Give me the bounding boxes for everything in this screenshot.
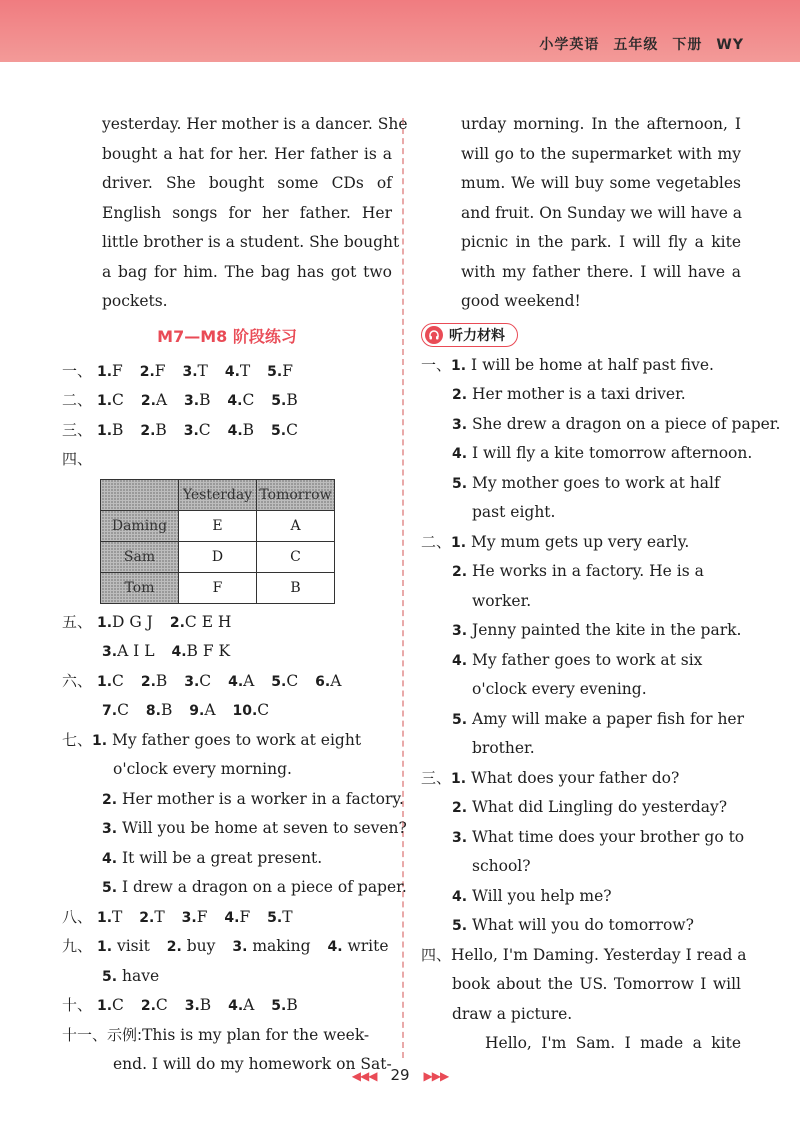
item-num: 1.	[96, 363, 113, 380]
answer: C	[155, 996, 168, 1014]
sentence: What did Lingling do yesterday?	[472, 798, 728, 816]
answer: B	[242, 420, 255, 439]
answer: T	[282, 907, 293, 926]
answer-row-5a	[62, 608, 392, 638]
table-row	[101, 572, 335, 603]
question-number: 七、	[62, 730, 93, 749]
listening-row	[421, 557, 741, 587]
listening-continuation: worker.	[472, 591, 532, 610]
item-num: 4.	[102, 850, 118, 867]
item-num: 5.	[271, 673, 287, 690]
table-cell: F	[179, 572, 257, 603]
answer: B	[112, 420, 124, 439]
answer-row-6a	[62, 667, 392, 697]
answer-sentence-row	[62, 814, 407, 844]
text-line: urday morning. In the afternoon, I	[461, 115, 741, 133]
item-num: 3.	[452, 416, 468, 433]
sentence: She drew a dragon on a piece of paper.	[472, 414, 781, 433]
question-number: 一、	[421, 355, 452, 374]
listening-continuation: Hello, I'm Sam. I made a kite	[485, 1034, 741, 1052]
answer: A	[330, 671, 342, 690]
headphone-icon	[425, 326, 443, 344]
listening-row	[421, 882, 741, 912]
listening-continuation: o'clock every evening.	[472, 680, 647, 698]
answer: C	[257, 701, 270, 719]
sentence: Amy will make a paper fish for her	[472, 709, 745, 728]
item-num: 4.	[227, 393, 243, 409]
item-num: 3.	[232, 939, 248, 955]
item-num: 1.	[96, 393, 113, 409]
item-num: 4.	[171, 644, 187, 660]
answer: C	[199, 671, 212, 690]
question-number: 九、	[62, 937, 93, 955]
question-number: 一、	[62, 361, 93, 380]
answer: C	[112, 996, 124, 1014]
item-num: 1.	[96, 614, 113, 631]
sentence: He works in a factory. He is a	[472, 562, 704, 580]
right-arrows-icon: ▶▶▶	[423, 1069, 449, 1083]
answer: B	[199, 391, 211, 409]
answer-sentence: My father goes to work at eight	[112, 730, 362, 749]
grade-label: 五年级	[613, 37, 659, 53]
listening-row	[421, 823, 745, 853]
answer: C	[286, 420, 298, 439]
page-number: 29	[390, 1066, 410, 1084]
item-num: 2.	[140, 673, 156, 690]
answer-sentence: This is my plan for the week-	[142, 1025, 370, 1044]
item-num: 5.	[452, 918, 468, 934]
listening-row	[421, 410, 781, 440]
table-cell: E	[179, 510, 257, 541]
text-line: bought a hat for her. Her father is a	[102, 144, 392, 163]
row-label: Daming	[101, 510, 179, 541]
sentence: Her mother is a taxi driver.	[472, 385, 686, 403]
answer: buy	[186, 937, 216, 955]
item-num: 1.	[451, 357, 467, 374]
table-header: Yesterday	[179, 479, 257, 510]
text-line: pockets.	[102, 292, 168, 310]
question-number: 五、	[62, 612, 93, 631]
text-line: mum. We will buy some vegetables	[461, 174, 741, 192]
answer-row-7	[62, 726, 392, 756]
table-row	[101, 510, 335, 541]
item-num: 5.	[271, 998, 287, 1014]
answer-row-2	[62, 386, 392, 416]
question-number: 二、	[421, 532, 452, 551]
item-num: 3.	[183, 422, 199, 439]
answer-row-6b	[62, 696, 392, 726]
listening-row	[421, 941, 747, 971]
edition-label: WY	[716, 37, 744, 53]
page-footer	[0, 1066, 800, 1084]
sentence: Will you help me?	[472, 886, 612, 905]
answer: A	[204, 701, 216, 719]
table-cell: B	[257, 572, 335, 603]
column-divider	[402, 118, 404, 1058]
item-num: 2.	[452, 800, 468, 816]
answer: C	[117, 701, 129, 719]
text-line: little brother is a student. She bought	[102, 233, 400, 251]
item-num: 5.	[102, 880, 118, 896]
answer-sentence-row	[62, 844, 392, 874]
listening-row	[421, 439, 753, 469]
answer-row-5b	[62, 637, 392, 667]
listening-row	[421, 528, 741, 558]
item-num: 1.	[96, 422, 113, 439]
item-num: 2.	[102, 791, 118, 808]
question-number: 八、	[62, 907, 93, 926]
item-num: 2.	[169, 614, 185, 631]
question-number: 十一、	[62, 1025, 108, 1044]
answer-row-9b	[62, 962, 392, 992]
listening-row	[421, 380, 741, 410]
listening-row	[421, 469, 741, 499]
item-num: 3.	[452, 829, 468, 846]
row-label: Tom	[101, 572, 179, 603]
answer: B	[286, 391, 298, 409]
question-number: 十、	[62, 996, 93, 1014]
text-line: will go to the supermarket with my	[461, 144, 741, 163]
text-line: yesterday. Her mother is a dancer. She	[102, 115, 408, 133]
intro-paragraph	[62, 110, 408, 317]
table-cell: A	[257, 510, 335, 541]
answer: C	[112, 391, 124, 409]
answer: D G J	[112, 612, 153, 631]
item-num: 4.	[227, 422, 243, 439]
text-line: driver. She bought some CDs of	[102, 174, 392, 192]
item-num: 2.	[139, 363, 155, 380]
item-num: 2.	[452, 387, 468, 403]
table-cell: D	[179, 541, 257, 572]
header-band	[0, 0, 800, 62]
answer: F	[154, 361, 166, 380]
listening-row	[421, 764, 741, 794]
sentence: Jenny painted the kite in the park.	[472, 621, 742, 639]
table-header-row	[101, 479, 335, 510]
answer: A	[243, 996, 255, 1014]
answer: T	[154, 907, 165, 926]
listening-row	[421, 351, 741, 381]
book-info	[525, 34, 744, 54]
item-num: 4.	[327, 939, 343, 955]
answer: B F K	[186, 642, 231, 660]
text-line: picnic in the park. I will fly a kite	[461, 233, 741, 251]
item-num: 4.	[452, 652, 468, 669]
item-num: 3.	[102, 821, 118, 837]
answer: B	[286, 996, 298, 1014]
item-num: 2.	[140, 422, 156, 439]
item-num: 3.	[102, 644, 118, 660]
item-num: 4.	[228, 673, 244, 690]
listening-continuation: school?	[472, 857, 531, 875]
item-num: 1.	[96, 939, 113, 955]
item-num: 1.	[92, 732, 108, 749]
item-num: 4.	[224, 909, 240, 926]
left-arrows-icon: ◀◀◀	[351, 1069, 377, 1083]
item-num: 4.	[452, 446, 468, 462]
item-num: 2.	[140, 998, 156, 1014]
listening-continuation: past eight.	[472, 503, 556, 521]
item-num: 5.	[452, 475, 468, 492]
item-num: 4.	[228, 998, 244, 1014]
listening-continuation: book about the US. Tomorrow I will	[452, 975, 741, 993]
item-num: 5.	[267, 363, 283, 380]
item-num: 3.	[184, 998, 200, 1014]
example-label: 示例:	[107, 1025, 143, 1044]
item-num: 8.	[145, 703, 161, 719]
answer-continuation: o'clock every morning.	[113, 760, 292, 778]
listening-material-badge	[421, 323, 518, 347]
text-line: and fruit. On Sunday we will have a	[461, 203, 743, 222]
question-4-label	[62, 445, 392, 475]
sentence: I will fly a kite tomorrow afternoon.	[472, 444, 753, 462]
answer: A I L	[117, 642, 155, 660]
question-number: 二、	[62, 391, 93, 409]
answer: T	[197, 361, 208, 380]
item-num: 2.	[140, 393, 156, 409]
table-row	[101, 541, 335, 572]
answer: have	[122, 966, 160, 985]
sentence: I will be home at half past five.	[471, 355, 714, 374]
text-line: with my father there. I will have a	[461, 262, 741, 281]
item-num: 1.	[96, 673, 113, 690]
item-num: 2.	[139, 909, 155, 926]
volume-label: 下册	[672, 37, 703, 53]
answer-row-11	[62, 1021, 392, 1051]
answer-sentence-row	[62, 873, 407, 903]
answer: F	[282, 361, 293, 380]
answer-row-3	[62, 416, 392, 446]
listening-continuation: brother.	[472, 739, 535, 757]
listening-row	[421, 616, 741, 646]
item-num: 1.	[451, 770, 467, 787]
sentence: My mother goes to work at half	[472, 473, 720, 492]
question-number: 四、	[62, 450, 93, 468]
question-number: 六、	[62, 671, 93, 690]
item-num: 1.	[451, 534, 467, 551]
item-num: 1.	[96, 909, 113, 926]
answer: A	[243, 671, 255, 690]
row-label: Sam	[101, 541, 179, 572]
item-num: 3.	[452, 623, 468, 639]
answer: visit	[116, 937, 150, 955]
answer: F	[239, 907, 251, 926]
continued-paragraph	[421, 110, 741, 317]
answer: F	[196, 907, 208, 926]
item-num: 3.	[182, 363, 198, 380]
question-number: 三、	[62, 420, 93, 439]
badge-label: 听力材料	[449, 327, 505, 344]
listening-continuation: draw a picture.	[452, 1004, 573, 1023]
answer: making	[252, 937, 311, 955]
answer-row-1	[62, 357, 392, 387]
answer-sentence: Her mother is a worker in a factory.	[122, 789, 404, 808]
answer: T	[112, 907, 123, 926]
answer: T	[239, 361, 251, 380]
answer: F	[112, 361, 123, 380]
item-num: 10.	[232, 703, 258, 719]
item-num: 5.	[267, 909, 283, 926]
table-header: Tomorrow	[257, 479, 335, 510]
answer: C	[242, 391, 255, 409]
subject-label: 小学英语	[539, 37, 600, 53]
section-title: M7—M8 阶段练习	[157, 326, 297, 346]
answer: C	[286, 671, 299, 690]
answer-sentence: It will be a great present.	[122, 848, 323, 867]
item-num: 6.	[315, 673, 331, 690]
item-num: 3.	[184, 393, 200, 409]
answer-row-10	[62, 991, 392, 1021]
item-num: 7.	[102, 703, 118, 719]
item-num: 3.	[181, 909, 197, 926]
sentence: What does your father do?	[471, 768, 680, 787]
sentence: Hello, I'm Daming. Yesterday I read a	[451, 945, 747, 964]
answer-sentence: I drew a dragon on a piece of paper.	[122, 878, 407, 896]
listening-row	[421, 793, 741, 823]
answer-row-9	[62, 932, 392, 962]
answer: A	[155, 391, 168, 409]
answer: C E H	[184, 612, 232, 631]
question-number: 三、	[421, 768, 452, 787]
item-num: 5.	[271, 393, 287, 409]
answer-sentence: Will you be home at seven to seven?	[122, 819, 407, 837]
answer: B	[155, 671, 168, 690]
item-num: 5.	[452, 711, 468, 728]
text-line: a bag for him. The bag has got two	[102, 262, 392, 281]
table-corner	[101, 479, 179, 510]
answer: write	[347, 937, 389, 955]
item-num: 4.	[452, 888, 468, 905]
answer: B	[155, 420, 167, 439]
table-cell: C	[257, 541, 335, 572]
listening-row	[421, 911, 741, 941]
listening-row	[421, 705, 745, 735]
answer-sentence-row	[62, 785, 404, 815]
sentence: My father goes to work at six	[472, 650, 703, 669]
sentence: My mum gets up very early.	[471, 532, 690, 551]
item-num: 2.	[452, 564, 468, 580]
right-column	[421, 110, 781, 1059]
listening-row	[421, 646, 741, 676]
item-num: 5.	[271, 422, 287, 439]
item-num: 9.	[189, 703, 205, 719]
answer-table	[100, 479, 335, 604]
text-line: English songs for her father. Her	[102, 203, 392, 222]
sentence: What will you do tomorrow?	[472, 916, 694, 934]
item-num: 3.	[184, 673, 200, 690]
question-number: 四、	[421, 945, 452, 964]
item-num: 4.	[224, 363, 240, 380]
text-line: good weekend!	[461, 292, 581, 310]
answer: B	[199, 996, 212, 1014]
item-num: 1.	[96, 998, 113, 1014]
sentence: What time does your brother go to	[472, 827, 745, 846]
answer: B	[160, 701, 173, 719]
answer: C	[198, 420, 211, 439]
item-num: 2.	[166, 939, 182, 955]
answer: C	[112, 671, 124, 690]
answer-row-8	[62, 903, 392, 933]
item-num: 5.	[102, 968, 118, 985]
answer-continuation: end. I will do my homework on Sat-	[113, 1055, 392, 1073]
